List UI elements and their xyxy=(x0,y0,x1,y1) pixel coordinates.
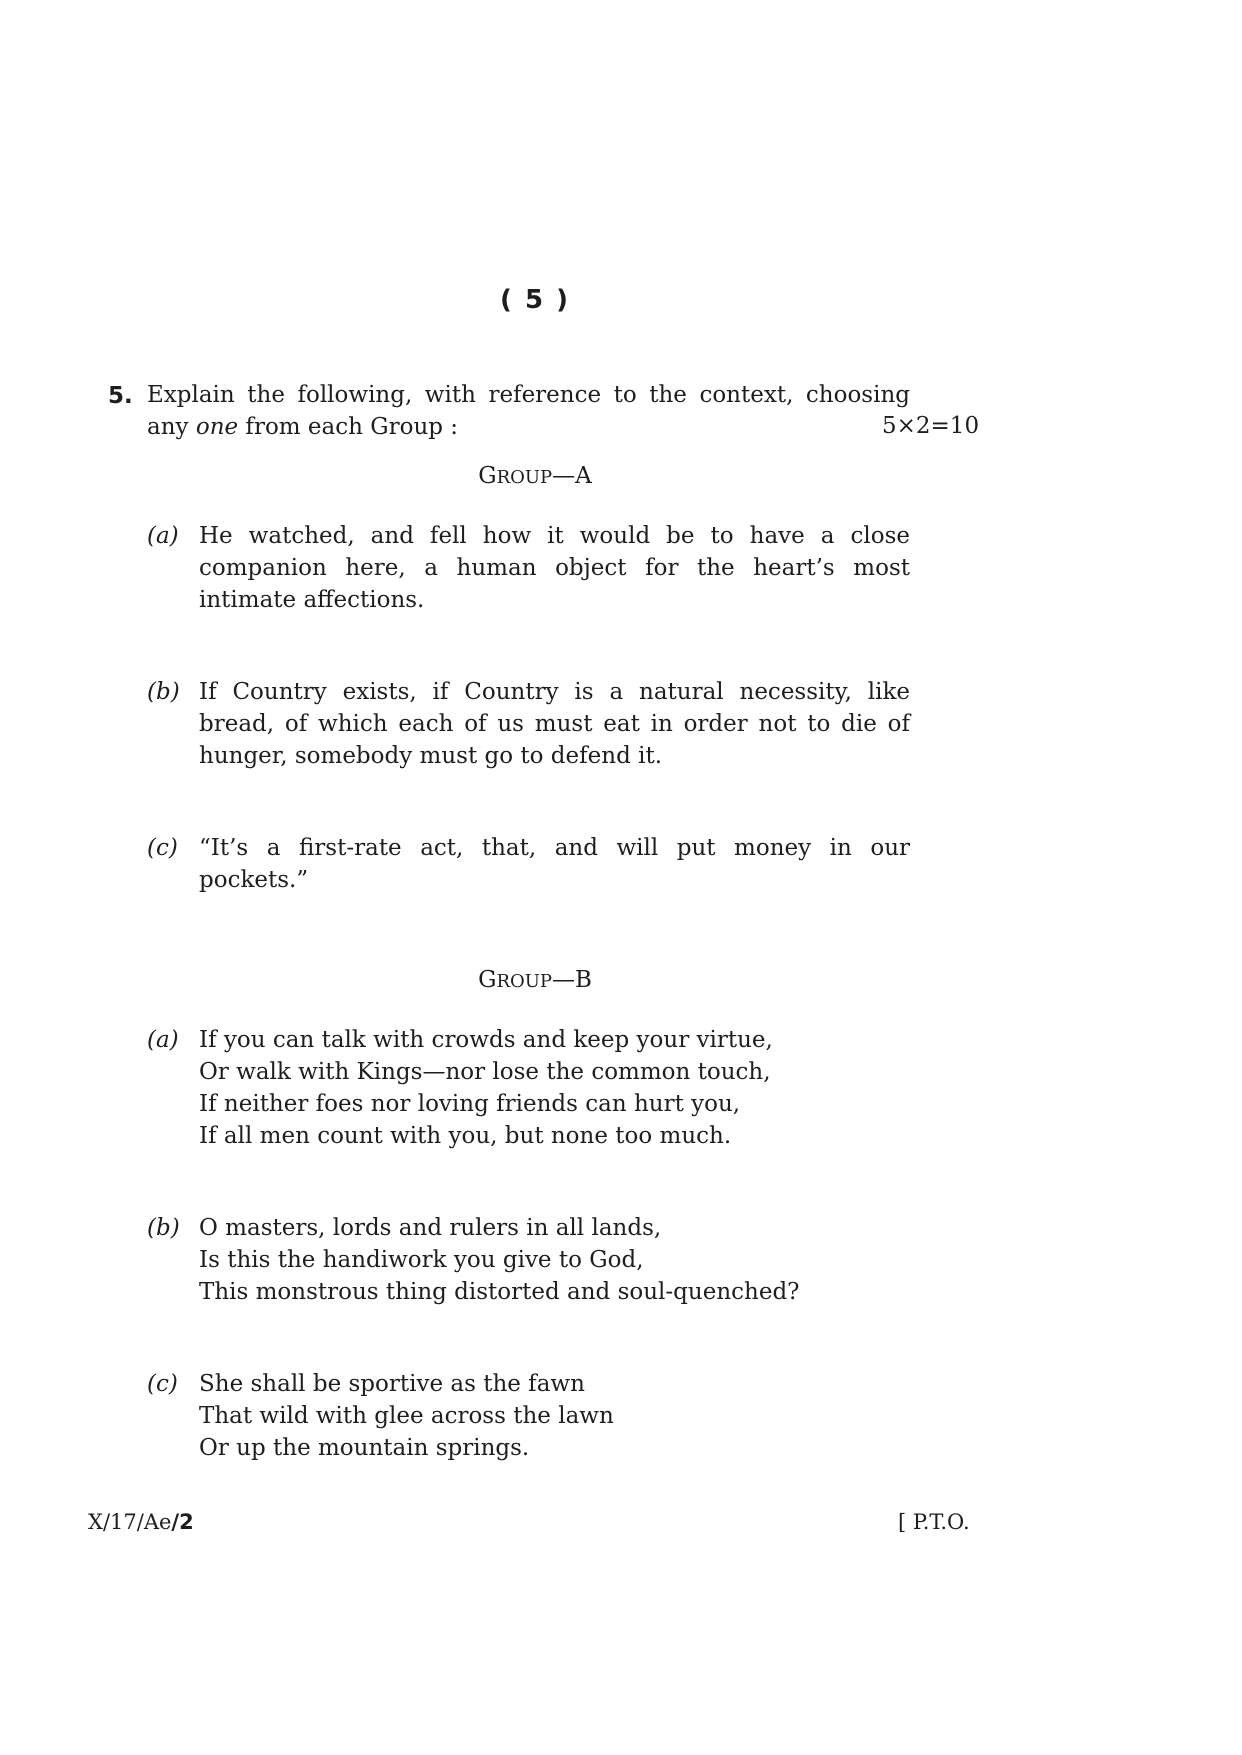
group-a-item-c-line: pockets.” xyxy=(199,867,309,893)
group-b-item-b-label: (b) xyxy=(147,1215,180,1241)
group-a-item-b-line: If Country exists, if Country is a natural necessity, like xyxy=(199,679,910,705)
group-b-item-a-line: If you can talk with crowds and keep your virtue, xyxy=(199,1027,773,1053)
question-instruction-line2: any one from each Group : xyxy=(147,414,459,440)
group-a-item-b-line: bread, of which each of us must eat in order not to die of xyxy=(199,711,910,737)
marks-allocation: 5×2=10 xyxy=(882,413,980,439)
group-b-item-c-line: That wild with glee across the lawn xyxy=(199,1403,614,1429)
group-a-item-b-line: hunger, somebody must go to defend it. xyxy=(199,743,663,769)
group-b-item-c-label: (c) xyxy=(147,1371,178,1397)
group-a-heading: GROUP—A xyxy=(478,463,592,489)
group-b-item-c-line: She shall be sportive as the fawn xyxy=(199,1371,585,1397)
group-a-item-a-line: intimate affections. xyxy=(199,587,425,613)
group-a-item-a-line: He watched, and fell how it would be to have a close xyxy=(199,523,910,549)
group-b-heading: GROUP—B xyxy=(478,967,592,993)
group-a-item-c-label: (c) xyxy=(147,835,178,861)
group-b-item-a-line: If neither foes nor loving friends can hurt you, xyxy=(199,1091,741,1117)
question-number: 5. xyxy=(108,383,133,409)
group-a-item-a-line: companion here, a human object for the heart’s most xyxy=(199,555,910,581)
group-b-item-c-line: Or up the mountain springs. xyxy=(199,1435,530,1461)
footer-paper-code: X/17/Ae/2 xyxy=(88,1510,194,1534)
group-b-item-b-line: This monstrous thing distorted and soul-quenched? xyxy=(199,1279,800,1305)
group-b-item-a-line: Or walk with Kings—nor lose the common touch, xyxy=(199,1059,771,1085)
group-b-item-b-line: O masters, lords and rulers in all lands, xyxy=(199,1215,662,1241)
group-b-item-a-line: If all men count with you, but none too much. xyxy=(199,1123,732,1149)
group-a-item-c-line: “It’s a first-rate act, that, and will put money in our xyxy=(199,835,910,861)
group-a-item-b-label: (b) xyxy=(147,679,180,705)
group-b-item-b-line: Is this the handiwork you give to God, xyxy=(199,1247,644,1273)
footer-pto: [ P.T.O. xyxy=(898,1510,970,1534)
emphasis-one: one xyxy=(195,414,239,440)
question-instruction-line1: Explain the following, with reference to the context, choosing xyxy=(147,382,910,408)
group-b-item-a-label: (a) xyxy=(147,1027,179,1053)
group-a-item-a-label: (a) xyxy=(147,523,179,549)
page-number: ( 5 ) xyxy=(500,285,570,315)
